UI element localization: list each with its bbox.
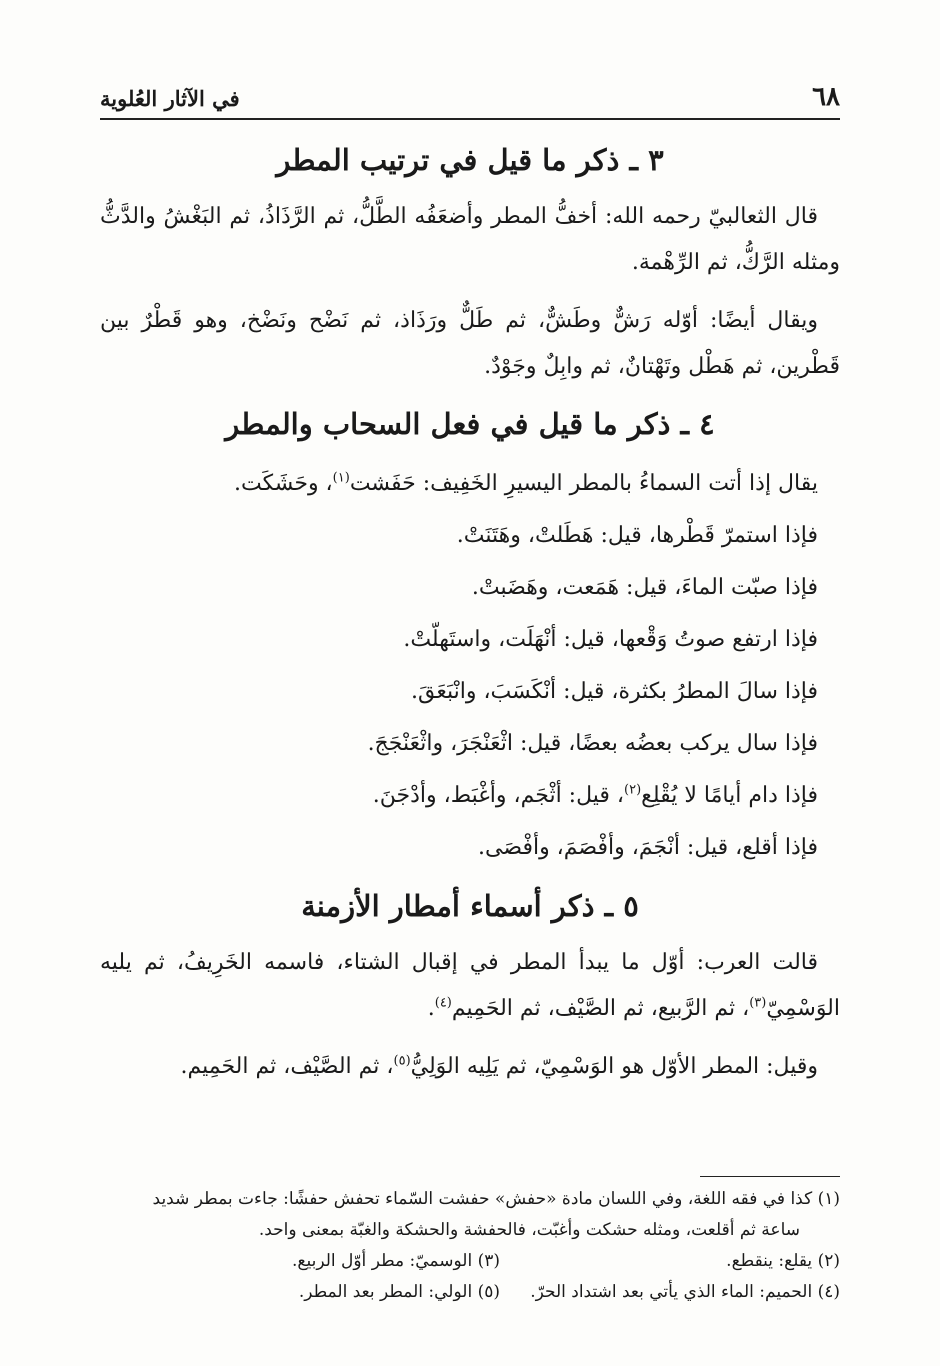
text-line: فإذا سال يركب بعضُه بعضًا، قيل: اثْعَنْجَرَ، واثْعَنْجَجَ. [367,731,818,756]
section-title-4: ٤ ـ ذكر ما قيل في فعل السحاب والمطر [225,407,715,441]
text-line [100,458,840,510]
text-line: فإذا استمرّ قَطْرها، قيل: هَطَلتْ، وهَتَنَتْ. [456,523,818,548]
section-title-5: ٥ ـ ذكر أسماء أمطار الأزمنة [301,889,639,923]
footnote-ref-4[interactable]: (٤) [434,995,452,1011]
paragraph [100,1044,840,1090]
footnote-1: (١) كذا في فقه اللغة، وفي اللسان مادة «حفش» حفشت السّماء تحفش حفشًا: جاءت بمطر شديد [152,1189,840,1209]
footnotes [100,1184,840,1308]
footnote-3: (٣) الوسميّ: مطر أوّل الربيع. [292,1251,500,1271]
paragraph: قال الثعالبيّ رحمه الله: أخفُّ المطر وأضعَفُه الطَّلُّ، ثم الرَّذَاذُ، ثم البَغْشُ والدَّثُّ ومثله الرَّكُّ، ثم الرِّهْمة. [100,204,840,275]
running-header [100,80,840,120]
text-line: فإذا ارتفع صوتُ وَقْعها، قيل: أنْهَلَت، واستَهلّتْ. [403,627,818,652]
footnote-2: (٢) يقلع: ينقطع. [726,1251,840,1271]
header-rule [100,118,840,120]
spacer [100,874,840,884]
text-line: فإذا أقلع، قيل: أنْجَمَ، وأفْصَمَ، وأفْصَى. [478,835,818,860]
text-span: . [427,996,435,1021]
running-title: في الآثار العُلوية [100,86,240,111]
footnote-5: (٥) الولي: المطر بعد المطر. [298,1282,500,1302]
page-number: ٦٨ [812,82,840,112]
text-span: ، وحَشَكَت. [233,471,333,496]
footnote-4: (٤) الحميم: الماء الذي يأتي بعد اشتداد الحرّ. [530,1282,840,1302]
text-span: وقيل: المطر الأوّل هو الوَسْمِيّ، ثم يَلِيه الوَلِيُّ [410,1054,818,1079]
footnote-rule [700,1176,840,1177]
text-span: قالت العرب: أوّل ما يبدأ المطر في إقبال الشتاء، فاسمه الخَرِيفُ، ثم يليه الوَسْمِيّ [100,950,840,1021]
text-span: ، قيل: أثْجَم، وأغْبَط، وأدْجَنَ. [372,783,624,808]
section-title-3: ٣ ـ ذكر ما قيل في ترتيب المطر [276,143,664,177]
text-span: فإذا دام أيامًا لا يُقْلِع [641,783,818,808]
text-span: ، ثم الصَّيْف، ثم الحَمِيم. [180,1054,394,1079]
footnote-ref-2[interactable]: (٢) [624,782,642,798]
text-line: فإذا صبّت الماءَ، قيل: هَمَعت، وهَضَبتْ. [471,575,818,600]
paragraph: ويقال أيضًا: أوّله رَشٌّ وطَشٌّ، ثم طَلٌّ ورَذَاذ، ثم نَضْح ونَضْخ، وهو قَطْرٌ بين قَطْرين، ثم هَطْل وتَهْتانٌ، ثم وابِلٌ وجَوْدٌ. [100,308,840,379]
page-content [100,138,840,1102]
text-span: ، ثم الرَّبيع، ثم الصَّيْف، ثم الحَمِيم [451,996,750,1021]
text-line [100,770,840,822]
text-line: فإذا سالَ المطرُ بكثرة، قيل: أنْكَسَبَ، وانْبَعَقَ. [411,679,818,704]
footnote-ref-5[interactable]: (٥) [393,1053,411,1069]
paragraph [100,940,840,1032]
footnote-ref-1[interactable]: (١) [332,470,350,486]
text-span: يقال إذا أتت السماءُ بالمطر اليسيرِ الخَفِيف: حَفَشت [349,471,818,496]
footnote-1-continued: ساعة ثم أقلعت، ومثله حشكت وأغبّت، فالحفشة والحشكة والغبّة بمعنى واحد. [258,1220,800,1240]
footnote-ref-3[interactable]: (٣) [749,995,767,1011]
footnote-row [100,1246,840,1277]
footnote-row [100,1277,840,1308]
